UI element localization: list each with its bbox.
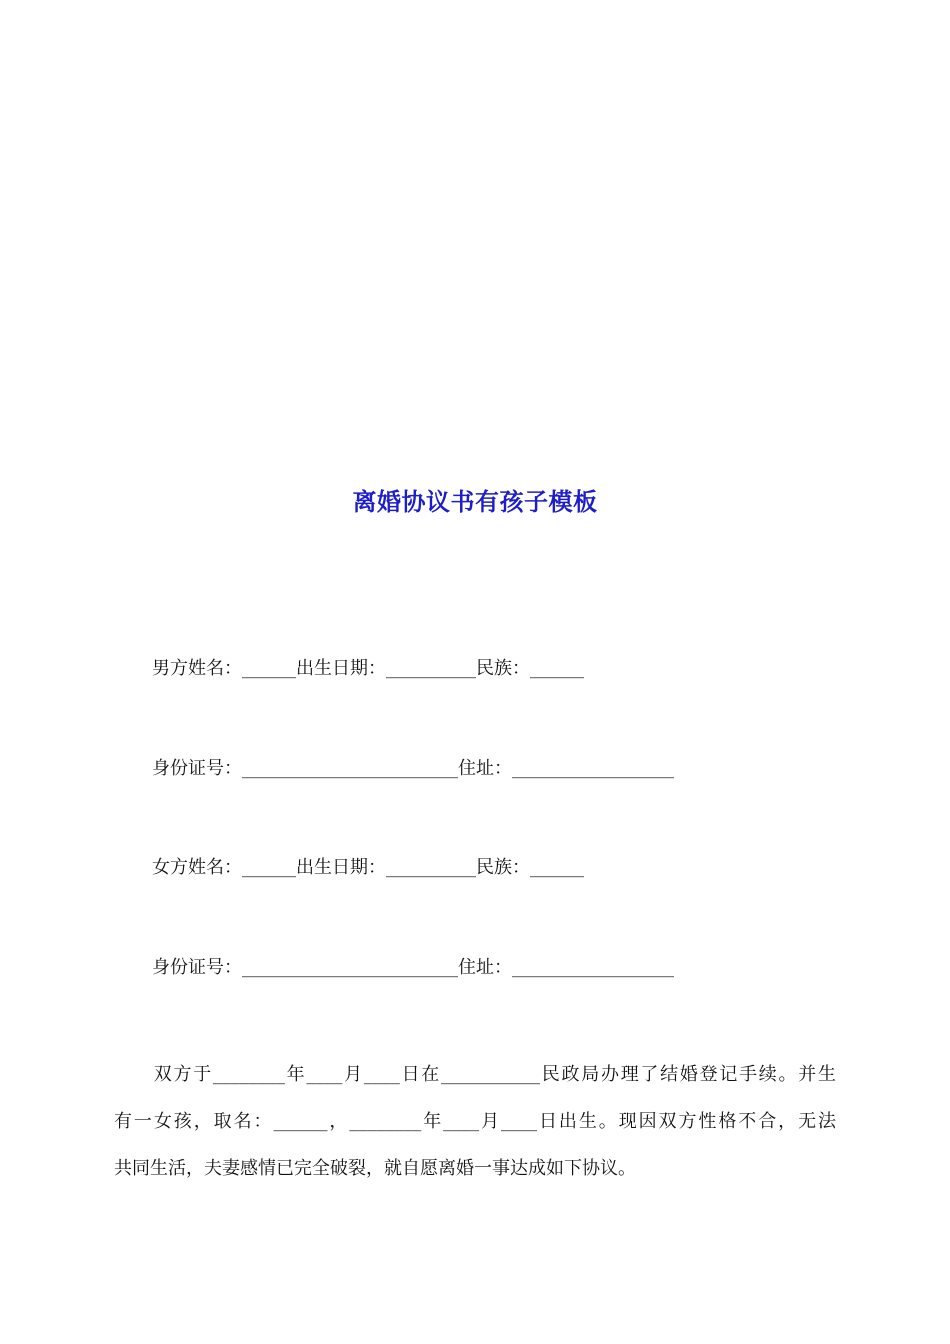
- paragraph-row: 共同生活，夫妻感情已完全破裂，就自愿离婚一事达成如下协议。: [114, 1158, 636, 1179]
- paragraph-row-text: 双方于________年____月____日在___________民政局办理了结婚登记手续。并生: [152, 1064, 836, 1085]
- female-id-address-line: 身份证号：________________________住址：__________________: [152, 957, 674, 978]
- male-id-address-line: 身份证号：________________________住址：__________________: [152, 758, 674, 779]
- male-info-line: 男方姓名：______出生日期：__________民族：______: [152, 658, 584, 679]
- paragraph-row: 有一女孩，取名：______，________年____月____日出生。现因双方性格不合，无法: [114, 1111, 836, 1132]
- marriage-statement-paragraph: [114, 1051, 836, 1192]
- female-info-line: 女方姓名：______出生日期：__________民族：______: [152, 857, 584, 878]
- paragraph-row: [114, 1051, 836, 1098]
- document-title: 离婚协议书有孩子模板: [352, 487, 598, 516]
